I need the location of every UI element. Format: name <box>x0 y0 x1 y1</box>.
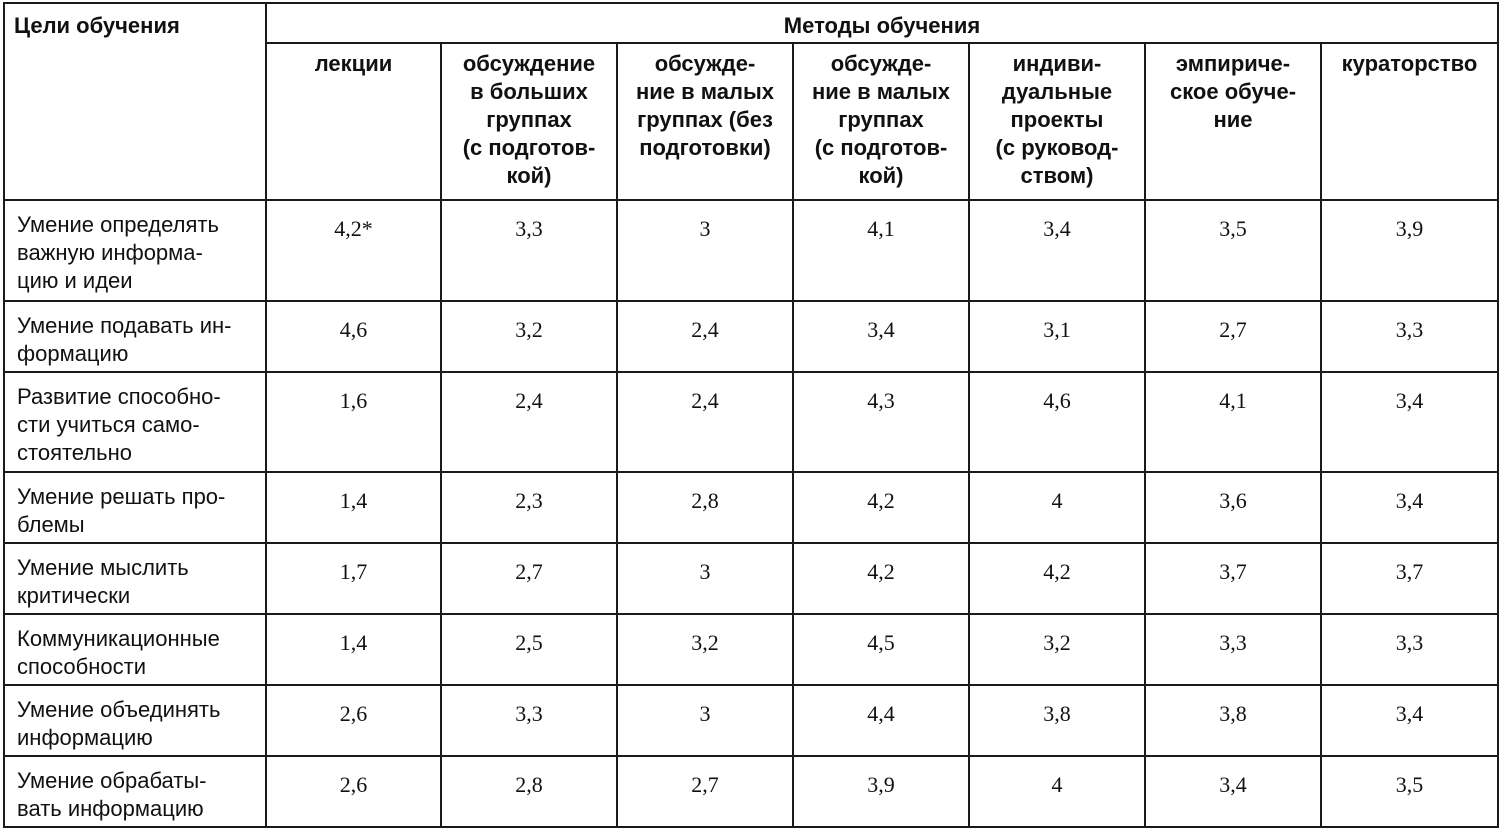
value-cell: 3,4 <box>1321 472 1498 543</box>
value-cell: 2,4 <box>617 301 793 372</box>
goal-cell: Умение объединять информацию <box>4 685 266 756</box>
value-cell: 1,4 <box>266 614 441 685</box>
value-cell: 3,4 <box>969 200 1145 301</box>
table-row <box>4 614 1498 685</box>
value-cell: 4,6 <box>969 372 1145 472</box>
goal-cell: Коммуникационные способности <box>4 614 266 685</box>
value-cell: 2,5 <box>441 614 617 685</box>
value-cell: 2,7 <box>1145 301 1321 372</box>
value-cell: 1,4 <box>266 472 441 543</box>
value-cell: 3,8 <box>969 685 1145 756</box>
value-cell: 2,6 <box>266 685 441 756</box>
value-cell: 4,1 <box>793 200 969 301</box>
value-cell: 3,8 <box>1145 685 1321 756</box>
value-cell: 4,2* <box>266 200 441 301</box>
value-cell: 4,4 <box>793 685 969 756</box>
header-row-1 <box>4 3 1498 43</box>
value-cell: 3 <box>617 543 793 614</box>
table-row <box>4 200 1498 301</box>
value-cell: 3,4 <box>793 301 969 372</box>
goal-cell: Умение подавать ин- формацию <box>4 301 266 372</box>
value-cell: 3,4 <box>1321 685 1498 756</box>
value-cell: 4 <box>969 756 1145 827</box>
method-header-individual-projects: индиви- дуальные проекты (с руковод- ством) <box>969 43 1145 200</box>
value-cell: 4,3 <box>793 372 969 472</box>
value-cell: 1,6 <box>266 372 441 472</box>
value-cell: 4 <box>969 472 1145 543</box>
method-header-large-group-prepared: обсуждение в больших группах (с подготов- кой) <box>441 43 617 200</box>
value-cell: 2,4 <box>441 372 617 472</box>
value-cell: 4,6 <box>266 301 441 372</box>
value-cell: 2,8 <box>617 472 793 543</box>
value-cell: 4,2 <box>793 543 969 614</box>
table-row <box>4 372 1498 472</box>
value-cell: 3,4 <box>1321 372 1498 472</box>
value-cell: 3,3 <box>441 685 617 756</box>
goal-cell: Умение мыслить критически <box>4 543 266 614</box>
value-cell: 3,1 <box>969 301 1145 372</box>
value-cell: 3,6 <box>1145 472 1321 543</box>
value-cell: 3 <box>617 200 793 301</box>
goal-cell: Умение определять важную информа- цию и идеи <box>4 200 266 301</box>
value-cell: 2,6 <box>266 756 441 827</box>
method-header-experiential: эмпириче- ское обуче- ние <box>1145 43 1321 200</box>
value-cell: 2,4 <box>617 372 793 472</box>
goal-cell: Умение решать про- блемы <box>4 472 266 543</box>
method-header-small-group-prepared: обсужде- ние в малых группах (с подготов- кой) <box>793 43 969 200</box>
goal-cell: Умение обрабаты- вать информацию <box>4 756 266 827</box>
value-cell: 4,1 <box>1145 372 1321 472</box>
value-cell: 3,2 <box>969 614 1145 685</box>
method-header-lectures: лекции <box>266 43 441 200</box>
value-cell: 2,8 <box>441 756 617 827</box>
value-cell: 3,7 <box>1145 543 1321 614</box>
teaching-methods-table <box>3 2 1499 828</box>
goals-column-header: Цели обучения <box>4 3 266 200</box>
value-cell: 4,2 <box>793 472 969 543</box>
value-cell: 2,7 <box>617 756 793 827</box>
table-row <box>4 685 1498 756</box>
value-cell: 3,3 <box>441 200 617 301</box>
value-cell: 2,3 <box>441 472 617 543</box>
method-header-small-group-unprepared: обсужде- ние в малых группах (без подготовки) <box>617 43 793 200</box>
value-cell: 3,3 <box>1321 301 1498 372</box>
value-cell: 3,2 <box>441 301 617 372</box>
value-cell: 4,5 <box>793 614 969 685</box>
method-header-mentoring: кураторство <box>1321 43 1498 200</box>
table-row <box>4 543 1498 614</box>
methods-group-header: Методы обучения <box>266 3 1498 43</box>
table-row <box>4 756 1498 827</box>
value-cell: 1,7 <box>266 543 441 614</box>
value-cell: 3 <box>617 685 793 756</box>
value-cell: 3,4 <box>1145 756 1321 827</box>
value-cell: 3,9 <box>793 756 969 827</box>
value-cell: 3,3 <box>1321 614 1498 685</box>
value-cell: 2,7 <box>441 543 617 614</box>
table-row <box>4 301 1498 372</box>
value-cell: 4,2 <box>969 543 1145 614</box>
value-cell: 3,5 <box>1145 200 1321 301</box>
value-cell: 3,5 <box>1321 756 1498 827</box>
table-row <box>4 472 1498 543</box>
goal-cell: Развитие способно- сти учиться само- стоятельно <box>4 372 266 472</box>
value-cell: 3,7 <box>1321 543 1498 614</box>
value-cell: 3,9 <box>1321 200 1498 301</box>
value-cell: 3,3 <box>1145 614 1321 685</box>
value-cell: 3,2 <box>617 614 793 685</box>
